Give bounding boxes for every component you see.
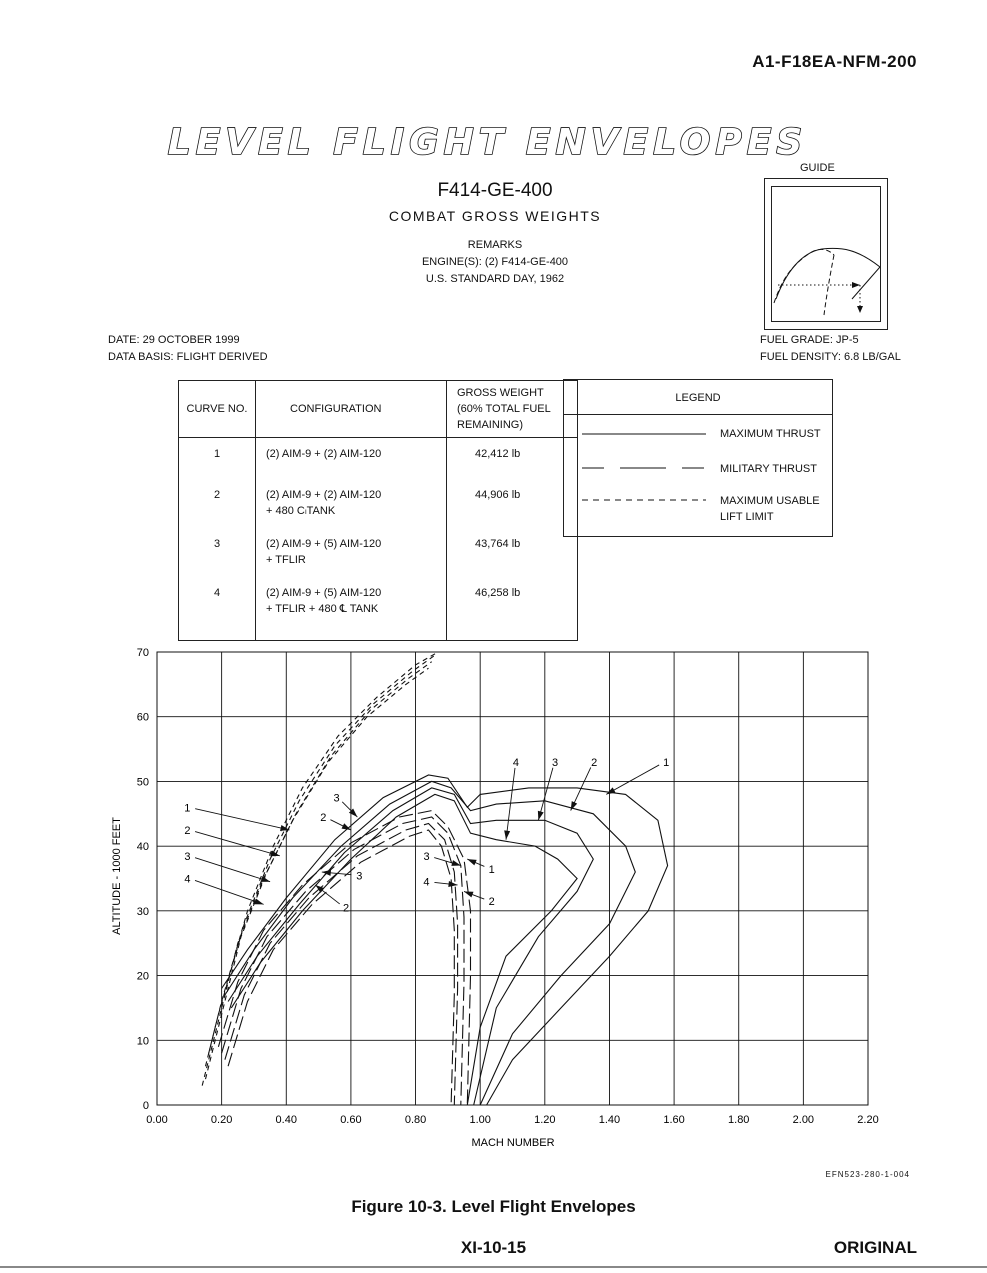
curve-number-label: 2 (488, 896, 495, 909)
leader-line (195, 858, 270, 882)
cell-weight: 42,412 lb (447, 438, 578, 488)
x-tick-label: 0.60 (340, 1114, 362, 1126)
engine-title: F414-GE-400 (437, 180, 553, 201)
subtitle: COMBAT GROSS WEIGHTS (388, 208, 602, 224)
curve-number-label: 1 (663, 757, 670, 770)
curve-number-label: 4 (512, 757, 520, 770)
legend-lift-limit-line2: LIFT LIMIT (720, 511, 774, 523)
x-tick-label: 1.00 (469, 1114, 491, 1126)
cell-config (256, 438, 447, 488)
leader-line (606, 765, 659, 794)
curve-number-label: 3 (551, 757, 559, 770)
cell-curve: 1 (179, 438, 256, 488)
y-tick-label: 0 (142, 1100, 149, 1112)
page-number: XI-10-15 (460, 1238, 527, 1257)
y-tick-label: 70 (136, 647, 149, 659)
y-tick-label: 10 (136, 1035, 149, 1048)
doc-meta-right (760, 332, 901, 366)
legend-title: LEGEND (564, 380, 832, 415)
y-axis-label: ALTITUDE - 1000 FEET (111, 817, 123, 935)
table-row (179, 585, 578, 641)
legend-military-thrust: MILITARY THRUST (720, 463, 817, 475)
cell-weight: 46,258 lb (447, 585, 578, 641)
config-line: + 480 CₗTANK (266, 505, 336, 517)
x-tick-label: 1.80 (728, 1114, 750, 1126)
x-tick-label: 2.20 (857, 1114, 879, 1126)
bottom-rule (0, 1266, 987, 1268)
curve-number-label: 3 (423, 850, 430, 863)
curve-number-label: 4 (423, 876, 430, 889)
leader-line (195, 809, 289, 830)
curve-1-maximum-thrust (222, 775, 668, 1105)
guide-diagram (771, 186, 881, 322)
legend-lift-limit-line1: MAXIMUM USABLE (720, 495, 820, 507)
doc-meta-left (108, 332, 268, 366)
chart-curves (202, 652, 670, 1105)
date: DATE: 29 OCTOBER 1999 (108, 334, 240, 346)
header-configuration: CONFIGURATION (256, 381, 447, 438)
chart-ticks (137, 647, 879, 1126)
remarks-day: U.S. STANDARD DAY, 1962 (425, 273, 565, 285)
remarks (370, 237, 620, 288)
leader-arrowhead (322, 870, 331, 876)
leader-arrowhead (538, 811, 544, 820)
curve-number-label: 2 (184, 824, 191, 837)
config-line: (2) AIM-9 + (5) AIM-120 (266, 538, 382, 550)
curve-3-military-thrust (225, 824, 458, 1106)
cell-config (256, 536, 447, 585)
leader-arrowhead (467, 859, 476, 865)
x-tick-label: 2.00 (792, 1114, 815, 1126)
curve-number-label: 3 (333, 792, 340, 805)
figure-caption: Figure 10-3. Level Flight Envelopes (351, 1197, 636, 1216)
fuel-density: FUEL DENSITY: 6.8 LB/GAL (760, 351, 901, 363)
cell-config (256, 585, 447, 641)
curve-number-label: 4 (184, 873, 191, 886)
legend-box (563, 379, 833, 537)
curve-number-label: 1 (488, 863, 495, 876)
y-tick-label: 50 (136, 776, 149, 789)
remarks-engines: ENGINE(S): (2) F414-GE-400 (421, 256, 569, 268)
leader-arrowhead (280, 825, 289, 831)
x-tick-label: 1.40 (598, 1114, 621, 1126)
remarks-heading: REMARKS (467, 239, 523, 251)
cell-config (256, 487, 447, 536)
header-curve: CURVE NO. (179, 381, 256, 438)
header-gw-line3: REMAINING) (457, 419, 523, 431)
document-number: A1-F18EA-NFM-200 (752, 52, 917, 71)
fuel-grade: FUEL GRADE: JP-5 (760, 334, 859, 346)
config-line: (2) AIM-9 + (2) AIM-120 (266, 489, 382, 501)
table-row (179, 487, 578, 536)
leader-line (195, 832, 280, 856)
curve-number-label: 3 (356, 870, 363, 883)
x-axis-label: MACH NUMBER (471, 1137, 555, 1149)
legend-lift-limit (720, 493, 820, 525)
page-status: ORIGINAL (833, 1238, 917, 1257)
y-tick-label: 30 (136, 905, 149, 918)
curve-number-label: 2 (320, 812, 327, 825)
leader-line (195, 880, 264, 904)
x-tick-label: 0.40 (275, 1114, 297, 1126)
cell-curve: 3 (179, 536, 256, 585)
y-tick-label: 60 (136, 711, 149, 724)
config-line: + TFLIR (266, 554, 306, 566)
table-header-row (179, 381, 578, 438)
x-tick-label: 0.80 (404, 1114, 427, 1126)
cell-weight: 44,906 lb (447, 487, 578, 536)
leader-arrowhead (270, 850, 279, 856)
x-tick-label: 0.00 (146, 1114, 168, 1126)
y-tick-label: 40 (136, 841, 149, 854)
x-tick-label: 1.60 (663, 1114, 685, 1126)
guide-label: GUIDE (800, 162, 835, 174)
curve-number-label: 3 (184, 850, 191, 863)
legend-max-thrust: MAXIMUM THRUST (720, 428, 821, 440)
cell-curve: 4 (179, 585, 256, 641)
y-tick-label: 20 (136, 970, 149, 983)
curve-4-maximum-thrust (231, 794, 577, 1105)
table-row (179, 536, 578, 585)
page-title: LEVEL FLIGHT ENVELOPES (167, 122, 808, 163)
table-row (179, 438, 578, 488)
cell-weight: 43,764 lb (447, 536, 578, 585)
curve-number-label: 1 (184, 802, 191, 815)
guide-sketch (772, 187, 880, 321)
x-tick-label: 1.20 (534, 1114, 556, 1126)
cell-curve: 2 (179, 487, 256, 536)
configuration-table (178, 380, 578, 641)
legend-line-samples (582, 432, 708, 508)
header-gw-line2: (60% TOTAL FUEL (457, 403, 551, 415)
config-line: (2) AIM-9 + (2) AIM-120 (266, 448, 382, 460)
leader-arrowhead (448, 881, 457, 887)
level-flight-envelope-chart (100, 640, 900, 1160)
config-line: + TFLIR + 480 ℄ TANK (266, 603, 379, 615)
figure-code: EFN523-280-1-004 (825, 1170, 910, 1179)
header-gw-line1: GROSS WEIGHT (457, 387, 544, 399)
curve-number-label: 2 (591, 757, 598, 770)
curve-4-military-thrust (228, 830, 454, 1105)
header-gross-weight (447, 381, 578, 438)
config-line: (2) AIM-9 + (5) AIM-120 (266, 587, 382, 599)
leader-arrowhead (464, 891, 473, 897)
curve-number-label: 2 (342, 902, 350, 915)
data-basis: DATA BASIS: FLIGHT DERIVED (108, 351, 268, 363)
leader-arrowhead (504, 830, 510, 839)
x-tick-label: 0.20 (210, 1114, 233, 1126)
